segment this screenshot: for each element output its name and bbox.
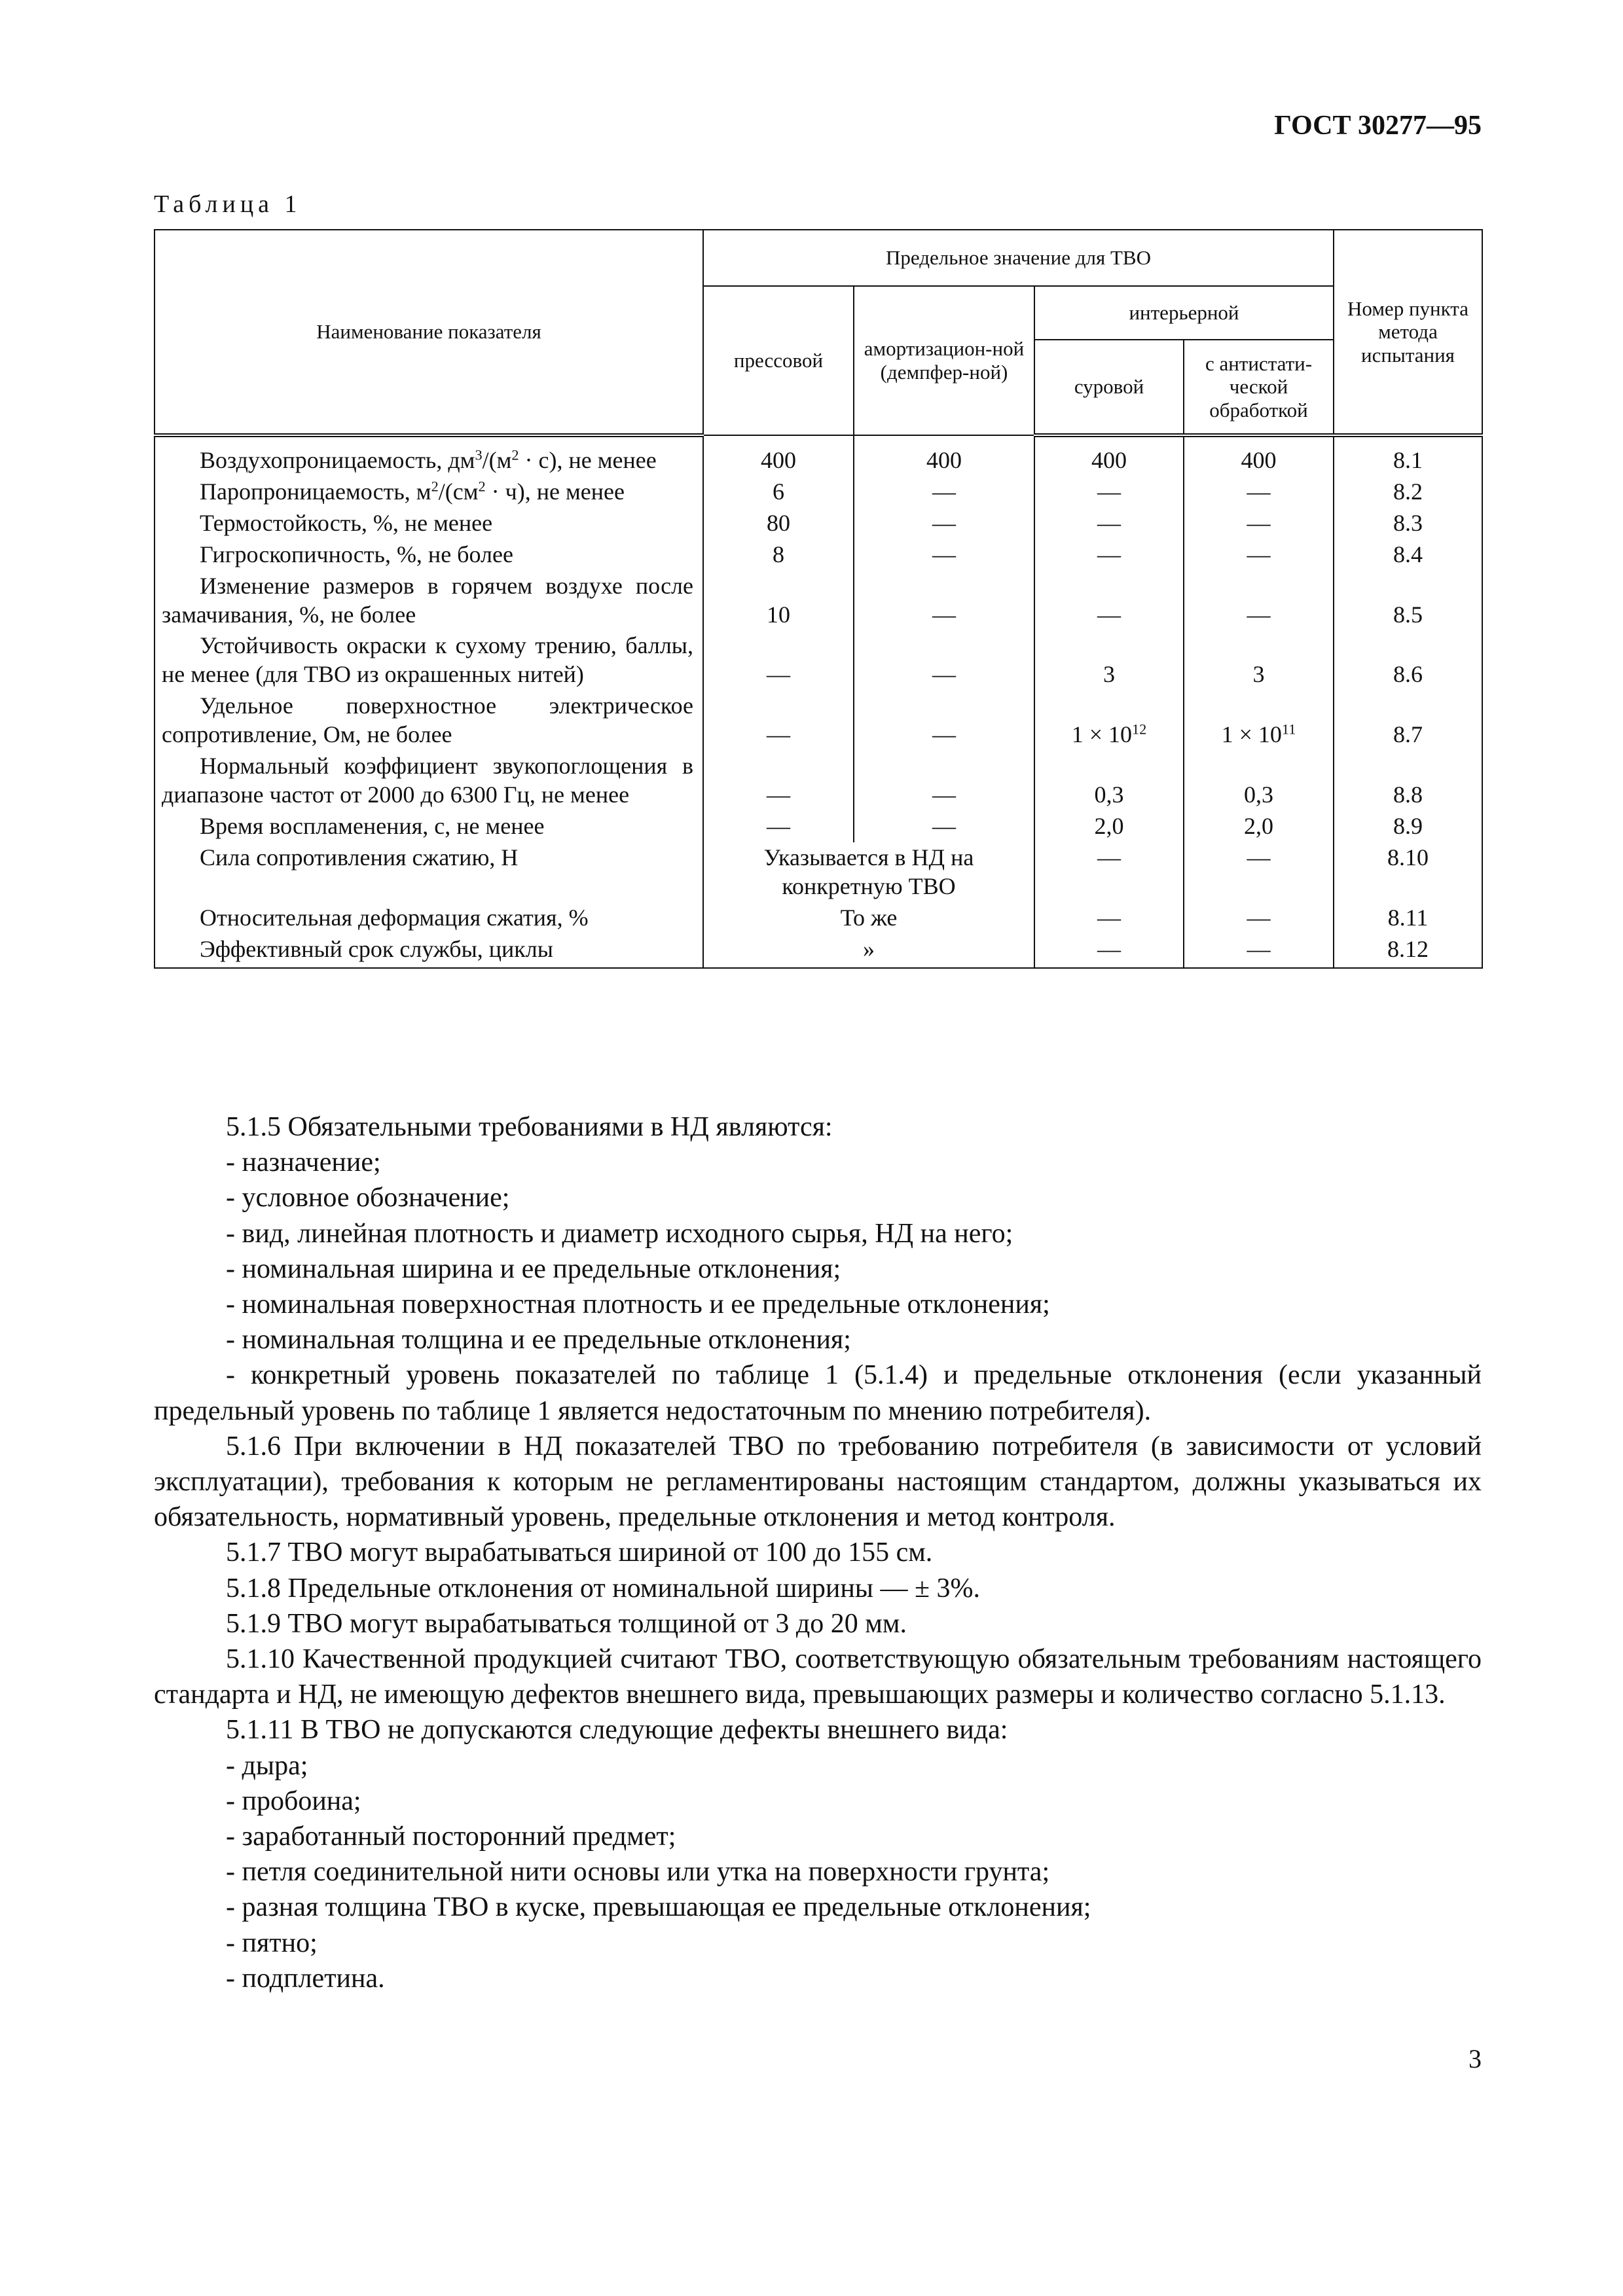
cell-merged: То же bbox=[703, 903, 1034, 934]
list-item: - условное обозначение; bbox=[226, 1183, 510, 1213]
list-item: - дыра; bbox=[226, 1750, 308, 1781]
cell-raw: — bbox=[1034, 476, 1184, 508]
list-item: - номинальная поверхностная плотность и ее предельные отклонения; bbox=[226, 1289, 1050, 1320]
cell-pressed: — bbox=[703, 691, 854, 751]
paragraph: 5.1.9 ТВО могут вырабатываться толщиной от 3 до 20 мм. bbox=[226, 1608, 907, 1639]
row-name: Относительная деформация сжатия, % bbox=[155, 903, 703, 934]
list-item: - конкретный уровень показателей по таблице 1 (5.1.4) и предельные отклонения (если указанный предельный уровень по таблице 1 является недостаточным по мнению потребителя). bbox=[154, 1360, 1482, 1426]
cell-pressed: 10 bbox=[703, 571, 854, 631]
row-name: Нормальный коэффициент звукопоглощения в диапазоне частот от 2000 до 6300 Гц, не менее bbox=[155, 751, 703, 811]
cell-method: 8.5 bbox=[1334, 571, 1482, 631]
paragraph: 5.1.11 В ТВО не допускаются следующие дефекты внешнего вида: bbox=[226, 1715, 1008, 1746]
list-item: - заработанный посторонний предмет; bbox=[226, 1821, 676, 1852]
cell-pressed: 6 bbox=[703, 476, 854, 508]
body-text bbox=[154, 1109, 1482, 1996]
cell-antistatic: — bbox=[1184, 508, 1334, 539]
cell-damping: — bbox=[854, 630, 1034, 691]
cell-raw: — bbox=[1034, 508, 1184, 539]
cell-antistatic: — bbox=[1184, 539, 1334, 571]
cell-antistatic: 2,0 bbox=[1184, 811, 1334, 842]
cell-raw: 2,0 bbox=[1034, 811, 1184, 842]
table-container bbox=[154, 229, 1482, 969]
header-method: Номер пункта метода испытания bbox=[1334, 230, 1482, 435]
cell-pressed: — bbox=[703, 751, 854, 811]
cell-method: 8.2 bbox=[1334, 476, 1482, 508]
row-name: Паропроницаемость, $м^2/(см^2 \cdot ч)$, не менее bbox=[155, 476, 703, 508]
table-row bbox=[155, 539, 1482, 571]
cell-method: 8.3 bbox=[1334, 508, 1482, 539]
cell-damping: — bbox=[854, 751, 1034, 811]
row-name: Время воспламенения, с, не менее bbox=[155, 811, 703, 842]
row-name: Гигроскопичность, %, не более bbox=[155, 539, 703, 571]
header-damping: амортизацион-ной (демпфер-ной) bbox=[854, 286, 1034, 435]
cell-raw: $1 \times 10^{12}$ bbox=[1034, 691, 1184, 751]
cell-raw: — bbox=[1034, 934, 1184, 969]
cell-pressed: 8 bbox=[703, 539, 854, 571]
properties-table bbox=[154, 229, 1483, 969]
list-item: - подплетина. bbox=[226, 1963, 385, 1994]
list-item: - вид, линейная плотность и диаметр исходного сырья, НД на него; bbox=[226, 1218, 1013, 1249]
row-name: Воздухопроницаемость, $дм^3/(м^2 \cdot с)$, не менее bbox=[155, 435, 703, 476]
header-raw: суровой bbox=[1034, 340, 1184, 435]
cell-method: 8.12 bbox=[1334, 934, 1482, 969]
page-number: 3 bbox=[1468, 2044, 1482, 2073]
table-row bbox=[155, 934, 1482, 969]
cell-method: 8.11 bbox=[1334, 903, 1482, 934]
header-pressed: прессовой bbox=[703, 286, 854, 435]
paragraph: 5.1.7 ТВО могут вырабатываться шириной от 100 до 155 см. bbox=[226, 1537, 933, 1568]
list-item: - петля соединительной нити основы или утка на поверхности грунта; bbox=[226, 1857, 1050, 1888]
table-row bbox=[155, 435, 1482, 476]
cell-method: 8.4 bbox=[1334, 539, 1482, 571]
cell-damping: 400 bbox=[854, 435, 1034, 476]
cell-antistatic: 400 bbox=[1184, 435, 1334, 476]
cell-raw: 3 bbox=[1034, 630, 1184, 691]
cell-raw: — bbox=[1034, 571, 1184, 631]
table-row bbox=[155, 751, 1482, 811]
cell-damping: — bbox=[854, 571, 1034, 631]
cell-merged: » bbox=[703, 934, 1034, 969]
table-row bbox=[155, 811, 1482, 842]
row-name: Устойчивость окраски к сухому трению, баллы, не менее (для ТВО из окрашенных нитей) bbox=[155, 630, 703, 691]
cell-antistatic: 3 bbox=[1184, 630, 1334, 691]
list-item: - пятно; bbox=[226, 1928, 318, 1958]
row-name: Изменение размеров в горячем воздухе после замачивания, %, не более bbox=[155, 571, 703, 631]
row-name: Термостойкость, %, не менее bbox=[155, 508, 703, 539]
table-row bbox=[155, 630, 1482, 691]
paragraph: 5.1.6 При включении в НД показателей ТВО по требованию потребителя (в зависимости от условий эксплуатации), требования к которым не регламентированы настоящим стандартом, должны указываться их обязательность, нормативный уровень, предельные отклонения и метод контроля. bbox=[154, 1431, 1482, 1533]
row-name: Удельное поверхностное электрическое сопротивление, Ом, не более bbox=[155, 691, 703, 751]
cell-damping: — bbox=[854, 691, 1034, 751]
cell-damping: — bbox=[854, 539, 1034, 571]
cell-pressed: — bbox=[703, 630, 854, 691]
header-limit-group: Предельное значение для ТВО bbox=[703, 230, 1334, 286]
cell-method: 8.1 bbox=[1334, 435, 1482, 476]
cell-damping: — bbox=[854, 508, 1034, 539]
cell-antistatic: $1 \times 10^{11}$ bbox=[1184, 691, 1334, 751]
list-item: - разная толщина ТВО в куске, превышающая ее предельные отклонения; bbox=[226, 1892, 1091, 1923]
cell-raw: — bbox=[1034, 903, 1184, 934]
table-row bbox=[155, 903, 1482, 934]
row-name: Эффективный срок службы, циклы bbox=[155, 934, 703, 969]
table-caption: Таблица 1 bbox=[154, 190, 302, 218]
list-item: - назначение; bbox=[226, 1147, 381, 1178]
cell-antistatic: — bbox=[1184, 934, 1334, 969]
document-code: ГОСТ 30277—95 bbox=[1274, 111, 1482, 141]
paragraph: 5.1.5 Обязательными требованиями в НД являются: bbox=[226, 1112, 833, 1142]
cell-raw: 400 bbox=[1034, 435, 1184, 476]
cell-pressed: 400 bbox=[703, 435, 854, 476]
header-antistatic: с антистати-ческой обработкой bbox=[1184, 340, 1334, 435]
header-interior: интерьерной bbox=[1034, 286, 1334, 340]
table-row bbox=[155, 508, 1482, 539]
header-name: Наименование показателя bbox=[155, 230, 703, 435]
cell-method: 8.7 bbox=[1334, 691, 1482, 751]
cell-pressed: 80 bbox=[703, 508, 854, 539]
cell-method: 8.6 bbox=[1334, 630, 1482, 691]
table-row bbox=[155, 476, 1482, 508]
table-row bbox=[155, 691, 1482, 751]
cell-damping: — bbox=[854, 476, 1034, 508]
cell-method: 8.8 bbox=[1334, 751, 1482, 811]
cell-damping: — bbox=[854, 811, 1034, 842]
cell-raw: — bbox=[1034, 842, 1184, 903]
cell-antistatic: — bbox=[1184, 571, 1334, 631]
list-item: - пробоина; bbox=[226, 1785, 361, 1816]
list-item: - номинальная ширина и ее предельные отклонения; bbox=[226, 1253, 841, 1284]
table-row bbox=[155, 842, 1482, 903]
paragraph: 5.1.8 Предельные отклонения от номинальной ширины — ± 3%. bbox=[226, 1573, 981, 1604]
paragraph: 5.1.10 Качественной продукцией считают ТВО, соответствующую обязательным требованиям настоящего стандарта и НД, не имеющую дефектов внешнего вида, превышающих размеры и количество согласно 5.1.13. bbox=[154, 1644, 1482, 1710]
cell-antistatic: — bbox=[1184, 903, 1334, 934]
cell-antistatic: 0,3 bbox=[1184, 751, 1334, 811]
cell-raw: — bbox=[1034, 539, 1184, 571]
table-row bbox=[155, 571, 1482, 631]
cell-method: 8.9 bbox=[1334, 811, 1482, 842]
row-name: Сила сопротивления сжатию, Н bbox=[155, 842, 703, 903]
cell-antistatic: — bbox=[1184, 842, 1334, 903]
cell-raw: 0,3 bbox=[1034, 751, 1184, 811]
cell-method: 8.10 bbox=[1334, 842, 1482, 903]
list-item: - номинальная толщина и ее предельные отклонения; bbox=[226, 1325, 851, 1355]
cell-pressed: — bbox=[703, 811, 854, 842]
cell-merged: Указывается в НД на конкретную ТВО bbox=[703, 842, 1034, 903]
cell-antistatic: — bbox=[1184, 476, 1334, 508]
